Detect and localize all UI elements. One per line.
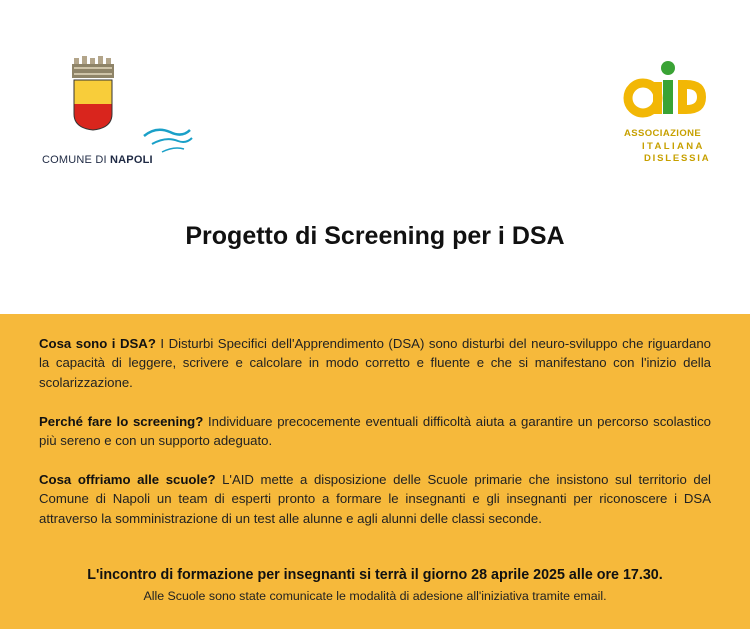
adhesion-note: Alle Scuole sono state comunicate le modalità di adesione all'iniziativa tramite email. bbox=[143, 589, 607, 603]
section-offer-to-schools: Cosa offriamo alle scuole? L'AID mette a disposizione delle Scuole primarie che insistono sul territorio del Comune di Napoli un team di esperti pronto a formare le insegnanti e gli insegnanti per riconoscere i DSA attraverso la somministrazione di un test alle alunne e agli alunni delle classi seconde. bbox=[39, 472, 711, 526]
info-panel bbox=[0, 314, 750, 629]
napoli-crest-icon bbox=[72, 56, 196, 154]
aid-wordmark: ASSOCIAZIONE ITALIANA DISLESSIA bbox=[624, 128, 711, 164]
comune-di-napoli-label: COMUNE DI NAPOLI bbox=[42, 154, 153, 166]
comune-di-napoli-logo bbox=[38, 56, 163, 171]
section-what-are-dsa: Cosa sono i DSA? I Disturbi Specifici dell'Apprendimento (DSA) sono disturbi del neuro-sviluppo che riguardano la capacità di leggere, scrivere e calcolare in modo corretto e fluente e che si manifestano con l'inizio della scolarizzazione. bbox=[39, 336, 711, 390]
meeting-announcement: L'incontro di formazione per insegnanti si terrà il giorno 28 aprile 2025 alle ore 17.30. bbox=[87, 567, 663, 583]
aid-logo bbox=[620, 60, 720, 170]
page-title: Progetto di Screening per i DSA bbox=[185, 222, 565, 250]
aid-mark-icon bbox=[620, 60, 720, 126]
section-why-screening: Perché fare lo screening? Individuare precocemente eventuali difficoltà aiuta a garantire un percorso scolastico più sereno e con un supporto adeguato. bbox=[39, 414, 711, 449]
